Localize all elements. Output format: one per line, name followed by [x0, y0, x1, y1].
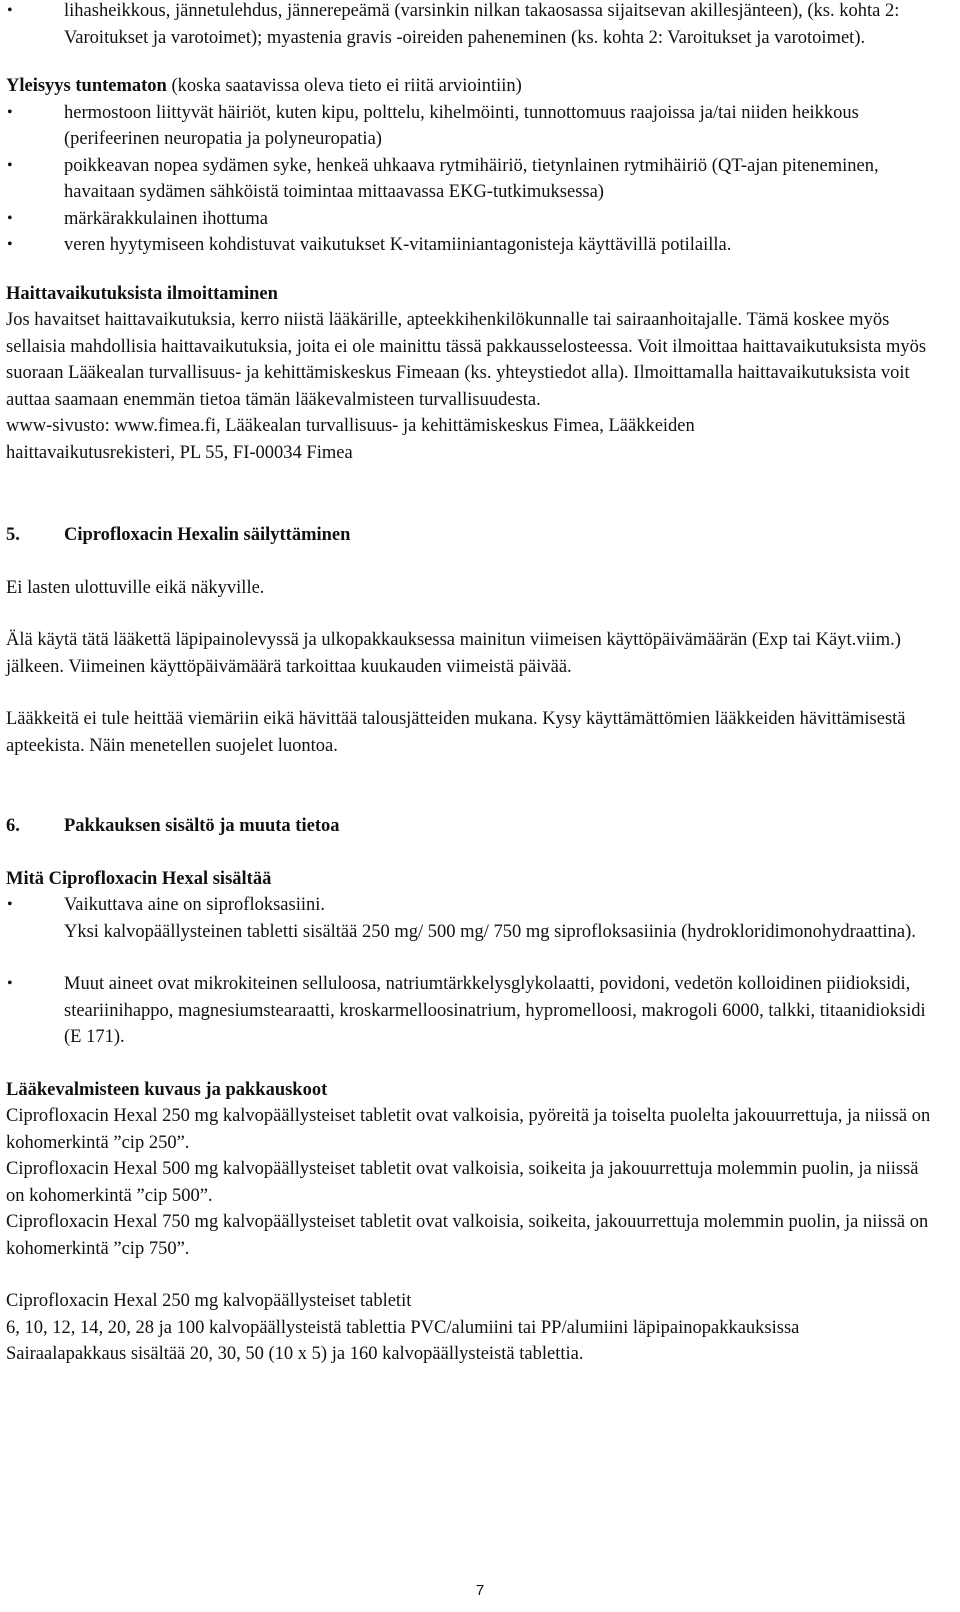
- description-750mg: Ciprofloxacin Hexal 750 mg kalvopäällysteiset tabletit ovat valkoisia, soikeita, jakouurrettuja molemmin puolin, ja niissä on kohomerkintä ”cip 750”.: [6, 1212, 929, 1259]
- list-item: • poikkeavan nopea sydämen syke, henkeä uhkaava rytmihäiriö, tietynlainen rytmihäiriö (QT-ajan piteneminen, havaitaan sydämen sähköistä toimintaa mittaavassa EKG-tutkimuksessa): [6, 153, 936, 206]
- reporting-web-line: www-sivusto: www.fimea.fi, Lääkealan turvallisuus- ja kehittämiskeskus Fimea, Lääkkeiden: [6, 416, 695, 436]
- frequency-heading-bold: Yleisyys tuntematon: [6, 76, 167, 96]
- section-6-heading: [6, 813, 936, 840]
- description-500mg: Ciprofloxacin Hexal 500 mg kalvopäällysteiset tabletit ovat valkoisia, soikeita ja jakouurrettuja molemmin puolin, ja niissä on kohomerkintä ”cip 500”.: [6, 1159, 919, 1206]
- section-6-number: 6.: [6, 816, 20, 836]
- top-bullet-list: [6, 0, 936, 51]
- section-5-title: Ciprofloxacin Hexalin säilyttäminen: [64, 525, 351, 545]
- description-250mg: Ciprofloxacin Hexal 250 mg kalvopäällysteiset tabletit ovat valkoisia, pyöreitä ja toiselta puolelta jakouurrettuja, ja niissä on kohomerkintä ”cip 250”.: [6, 1106, 931, 1153]
- reporting-address-line: haittavaikutusrekisteri, PL 55, FI-00034 Fimea: [6, 442, 353, 463]
- storage-paragraph-3: Lääkkeitä ei tule heittää viemäriin eikä hävittää talousjätteiden mukana. Kysy käyttämättömien lääkkeiden hävittämisestä apteekista. Näin menetellen suojelet luontoa.: [6, 709, 906, 756]
- storage-paragraph-2: Älä käytä tätä lääkettä läpipainolevyssä ja ulkopakkauksessa mainitun viimeisen käyttöpäivämäärän (Exp tai Käyt.viim.) jälkeen. Viimeinen käyttöpäivämäärä tarkoittaa kuukauden viimeistä päivää.: [6, 630, 901, 677]
- active-substance-line: • Vaikuttava aine on siprofloksasiini.: [64, 895, 326, 915]
- list-item: • Muut aineet ovat mikrokiteinen selluloosa, natriumtärkkelysglykolaatti, povidoni, vedetön kolloidinen piidioksidi, steariinihappo, magnesiumstearaatti, kroskarmelloosinatrium, hypromelloosi, makrogoli 6000, talkki, titaanidioksidi (E 171).: [6, 971, 936, 1051]
- contents-list: [6, 892, 936, 1051]
- active-substance-detail: Yksi kalvopäällysteinen tabletti sisältää 250 mg/ 500 mg/ 750 mg siprofloksasiinia (hydrokloridimonohydraattina).: [64, 921, 916, 942]
- section-6-title: Pakkauksen sisältö ja muuta tietoa: [64, 816, 340, 836]
- page-number: 7: [475, 1582, 485, 1599]
- leaflet-page: [6, 0, 936, 1368]
- description-heading: Lääkevalmisteen kuvaus ja pakkauskoot: [6, 1079, 328, 1100]
- list-item: • lihasheikkous, jännetulehdus, jännerepeämä (varsinkin nilkan takaosassa sijaitsevan akillesjänteen), (ks. kohta 2: Varoitukset ja varotoimet); myastenia gravis -oireiden paheneminen (ks. kohta 2: Varoitukset ja varotoimet).: [6, 0, 936, 51]
- contents-heading: Mitä Ciprofloxacin Hexal sisältää: [6, 868, 272, 889]
- frequency-heading: [6, 73, 936, 100]
- frequency-heading-note: (koska saatavissa oleva tieto ei riitä arviointiin): [166, 76, 522, 96]
- unknown-frequency-list: [6, 100, 936, 259]
- pack-title: Ciprofloxacin Hexal 250 mg kalvopäällysteiset tabletit: [6, 1291, 412, 1311]
- storage-paragraph-1: Ei lasten ulottuville eikä näkyville.: [6, 577, 265, 598]
- pack-sizes: 6, 10, 12, 14, 20, 28 ja 100 kalvopäällysteistä tablettia PVC/alumiini tai PP/alumiini läpipainopakkauksissa: [6, 1317, 800, 1338]
- reporting-heading: Haittavaikutuksista ilmoittaminen: [6, 283, 278, 304]
- list-item: [6, 892, 936, 945]
- list-item: • märkärakkulainen ihottuma: [6, 206, 936, 233]
- section-5-heading: [6, 522, 936, 549]
- list-item: • veren hyytymiseen kohdistuvat vaikutukset K-vitamiiniantagonisteja käyttävillä potilailla.: [6, 232, 936, 259]
- section-5-number: 5.: [6, 525, 20, 545]
- reporting-body: Jos havaitset haittavaikutuksia, kerro niistä lääkärille, apteekkihenkilökunnalle tai sairaanhoitajalle. Tämä koskee myös sellaisia mahdollisia haittavaikutuksia, joita ei ole mainittu tässä pakkausselosteessa. Voit ilmoittaa haittavaikutuksista myös suoraan Lääkealan turvallisuus- ja kehittämiskeskus Fimeaan (ks. yhteystiedot alla). Ilmoittamalla haittavaikutuksista voit auttaa saamaan enemmän tietoa tämän lääkevalmisteen turvallisuudesta.: [6, 310, 927, 410]
- list-item: • hermostoon liittyvät häiriöt, kuten kipu, polttelu, kihelmöinti, tunnottomuus raajoissa ja/tai niiden heikkous (perifeerinen neuropatia ja polyneuropatia): [6, 100, 936, 153]
- hospital-pack: Sairaalapakkaus sisältää 20, 30, 50 (10 x 5) ja 160 kalvopäällysteistä tablettia.: [6, 1344, 584, 1364]
